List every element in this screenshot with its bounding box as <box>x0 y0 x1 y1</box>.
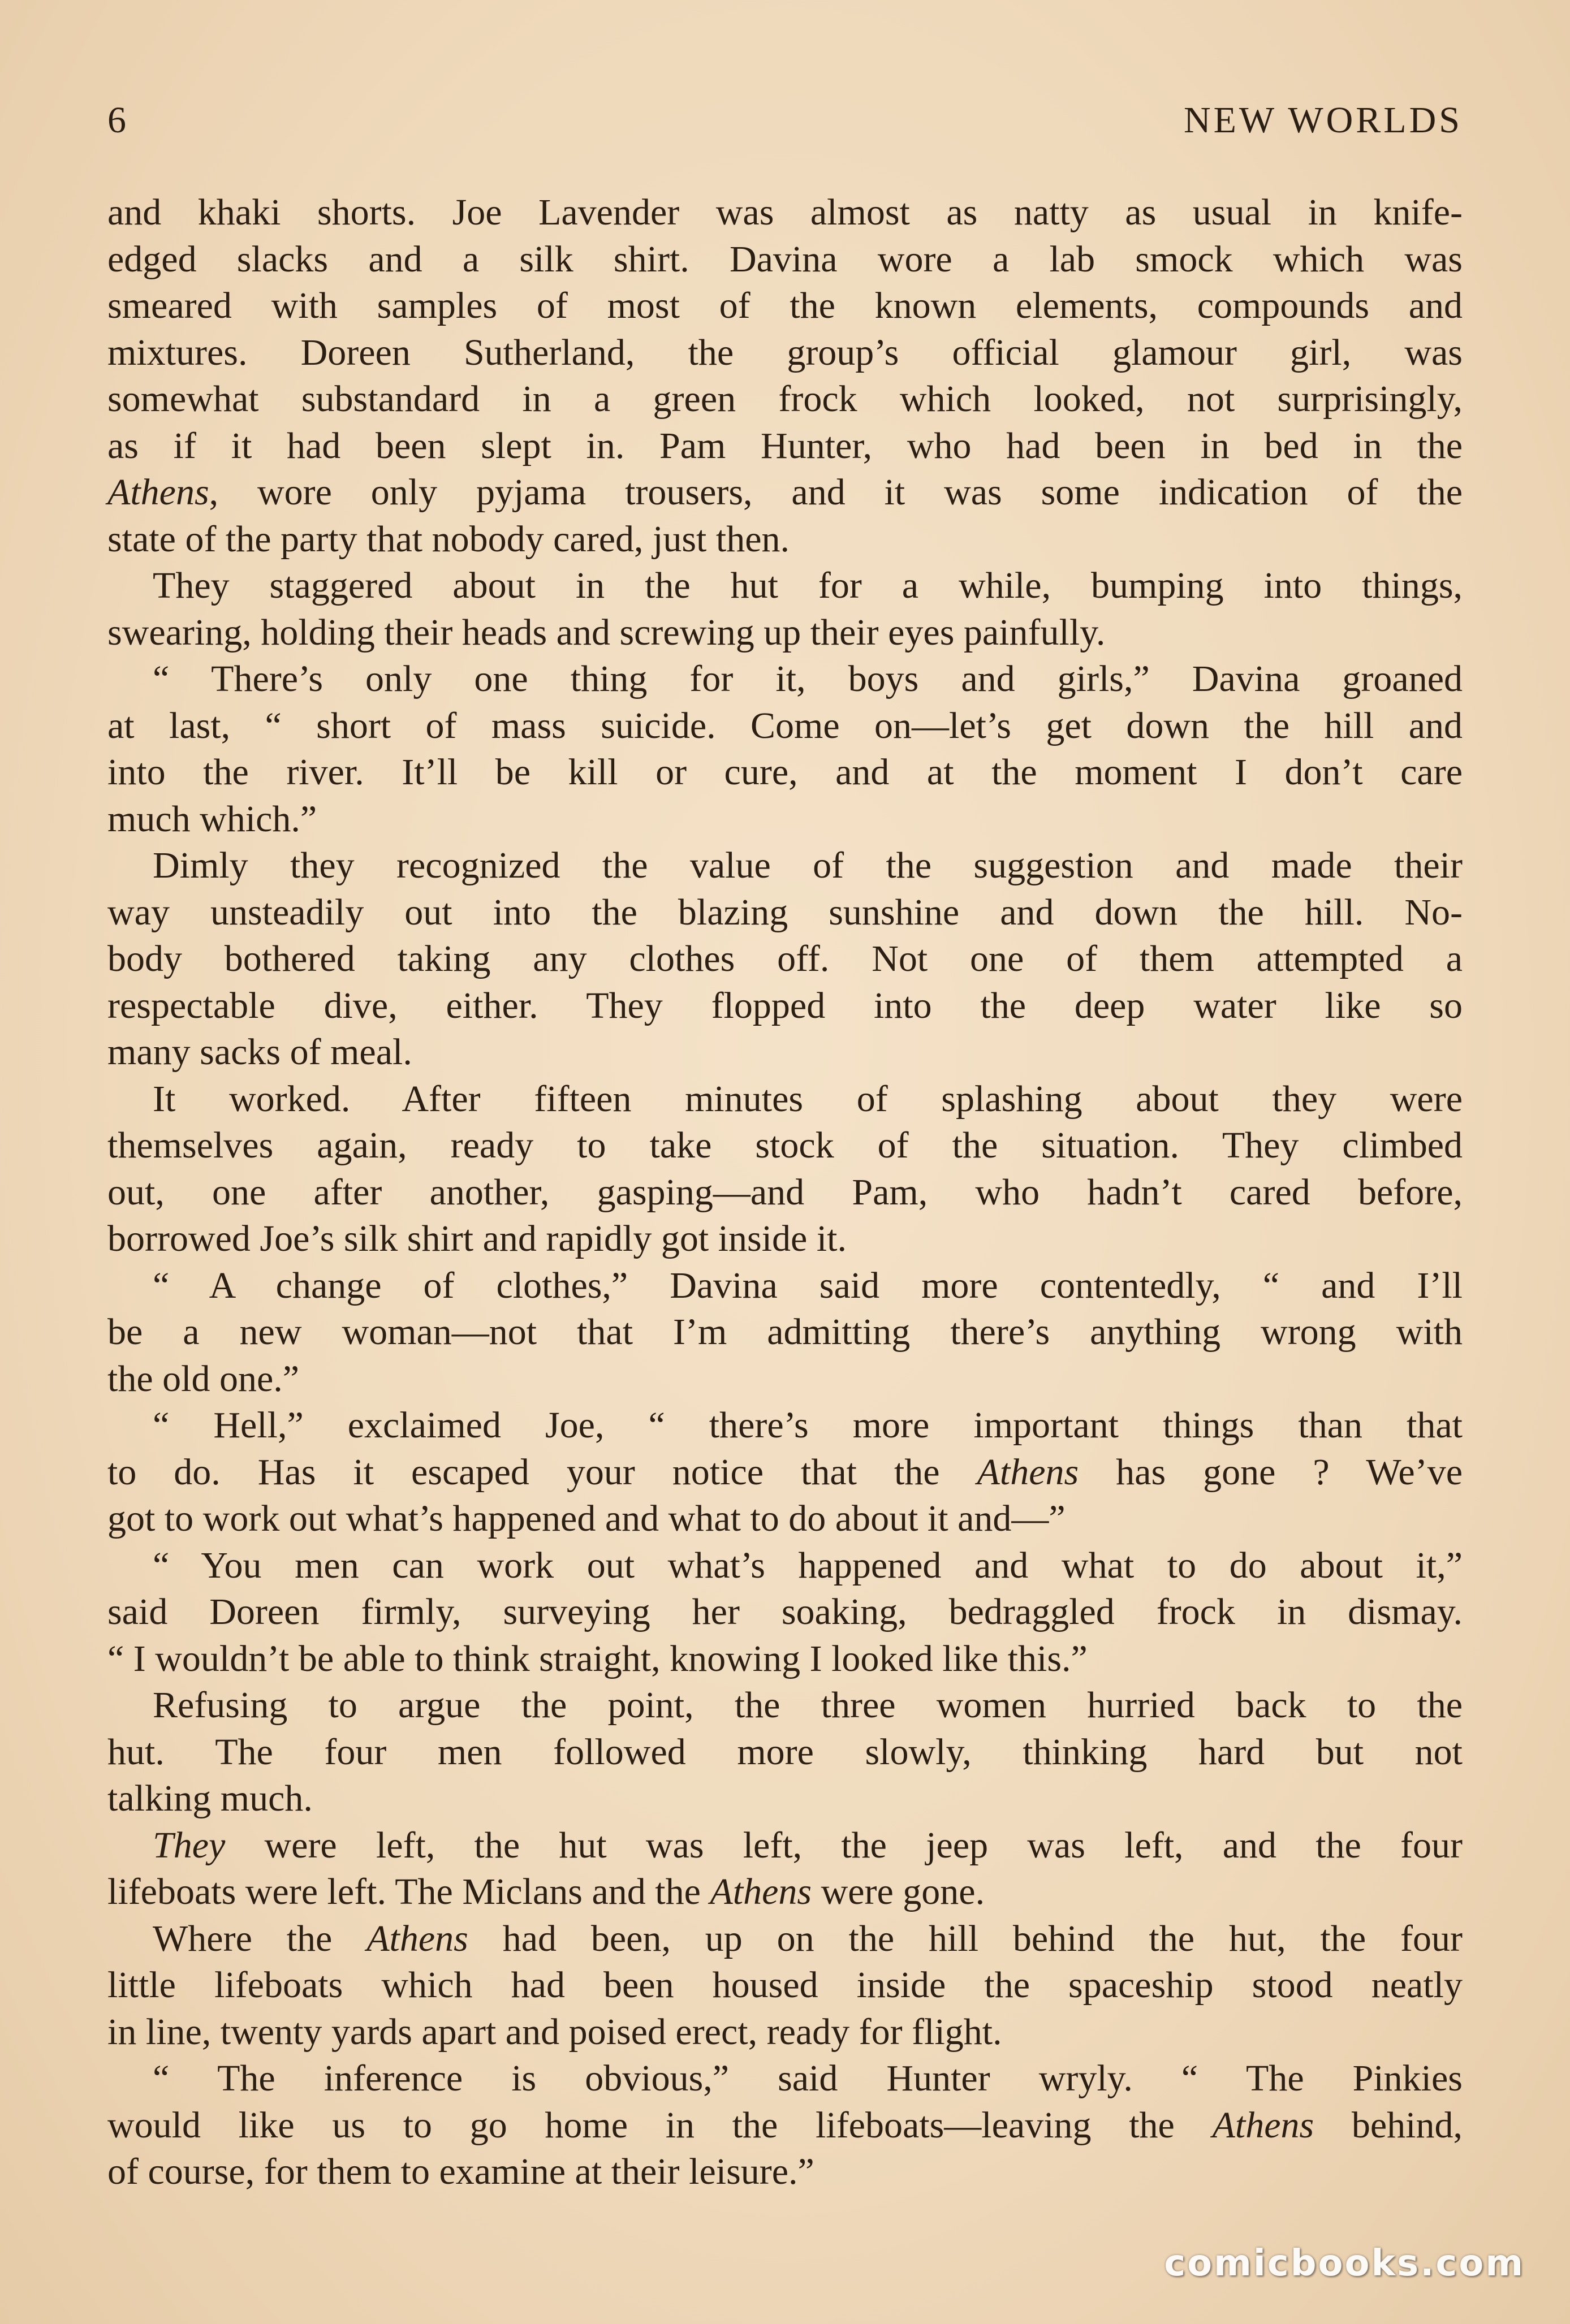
text-line: into the river. It’ll be kill or cure, and at the moment I don’t care <box>107 751 1463 793</box>
text-line: “ The inference is obvious,” said Hunter wryly. “ The Pinkies <box>153 2058 1463 2099</box>
text-line: swearing, holding their heads and screwing up their eyes painfully. <box>107 611 1106 653</box>
text-line: be a new woman—not that I’m admitting there’s anything wrong with <box>107 1311 1463 1353</box>
text-line: They staggered about in the hut for a while, bumping into things, <box>153 565 1463 606</box>
text-line: talking much. <box>107 1778 313 1819</box>
text-line: way unsteadily out into the blazing sunshine and down the hill. No- <box>107 891 1463 933</box>
text-line: smeared with samples of most of the known elements, compounds and <box>107 285 1463 326</box>
paragraph <box>107 1263 1463 1403</box>
text-line: “ I wouldn’t be able to think straight, knowing I looked like this.” <box>107 1638 1088 1679</box>
text-line: said Doreen firmly, surveying her soaking, bedraggled frock in dismay. <box>107 1591 1463 1632</box>
text-line: “ There’s only one thing for it, boys and girls,” Davina groaned <box>153 658 1463 699</box>
text-line: the old one.” <box>107 1358 300 1399</box>
paragraph <box>107 1076 1463 1263</box>
text-line: “ You men can work out what’s happened and what to do about it,” <box>153 1544 1463 1586</box>
text-line: “ Hell,” exclaimed Joe, “ there’s more important things than that <box>153 1405 1463 1446</box>
paragraph <box>107 189 1463 563</box>
paragraph <box>107 1822 1463 1916</box>
text-line: They were left, the hut was left, the jeep was left, and the four <box>153 1824 1463 1866</box>
text-line: in line, twenty yards apart and poised erect, ready for flight. <box>107 2011 1002 2053</box>
text-line: got to work out what’s happened and what to do about it and—” <box>107 1498 1066 1539</box>
text-line: would like us to go home in the lifeboats—leaving the Athens behind, <box>107 2104 1463 2146</box>
body-text <box>107 189 1463 2196</box>
text-line: body bothered taking any clothes off. Not one of them attempted a <box>107 938 1463 979</box>
text-line: many sacks of meal. <box>107 1031 412 1073</box>
paragraph <box>107 1402 1463 1543</box>
text-line: “ A change of clothes,” Davina said more contentedly, “ and I’ll <box>153 1264 1463 1306</box>
text-line: as if it had been slept in. Pam Hunter, who had been in bed in the <box>107 425 1463 466</box>
text-line: Where the Athens had been, up on the hill behind the hut, the four <box>153 1917 1463 1959</box>
text-line: at last, “ short of mass suicide. Come on—let’s get down the hill and <box>107 705 1463 746</box>
text-line: themselves again, ready to take stock of the situation. They climbed <box>107 1125 1463 1166</box>
text-line: Athens, wore only pyjama trousers, and it was some indication of the <box>107 472 1463 513</box>
text-line: somewhat substandard in a green frock which looked, not surprisingly, <box>107 378 1463 420</box>
text-line: lifeboats were left. The Miclans and the Athens were gone. <box>107 1871 985 1912</box>
text-line: out, one after another, gasping—and Pam, who hadn’t cared before, <box>107 1171 1463 1213</box>
text-line: edged slacks and a silk shirt. Davina wore a lab smock which was <box>107 238 1463 280</box>
running-title: NEW WORLDS <box>1183 100 1463 141</box>
text-line: Dimly they recognized the value of the suggestion and made their <box>153 845 1463 886</box>
paragraph <box>107 843 1463 1076</box>
page-header <box>107 99 1463 150</box>
text-line: Refusing to argue the point, the three women hurried back to the <box>153 1684 1463 1726</box>
text-line: mixtures. Doreen Sutherland, the group’s official glamour girl, was <box>107 331 1463 373</box>
text-line: borrowed Joe’s silk shirt and rapidly got inside it. <box>107 1218 847 1259</box>
paragraph <box>107 2055 1463 2196</box>
text-line: to do. Has it escaped your notice that the Athens has gone ? We’ve <box>107 1451 1463 1493</box>
text-line: of course, for them to examine at their leisure.” <box>107 2151 814 2192</box>
text-line: It worked. After fifteen minutes of splashing about they were <box>153 1078 1463 1120</box>
paragraph <box>107 1916 1463 2056</box>
text-line: state of the party that nobody cared, just then. <box>107 518 790 560</box>
text-line: hut. The four men followed more slowly, thinking hard but not <box>107 1731 1463 1773</box>
text-line: respectable dive, either. They flopped into the deep water like so <box>107 984 1463 1026</box>
paragraph <box>107 1682 1463 1822</box>
text-line: and khaki shorts. Joe Lavender was almost as natty as usual in knife- <box>107 192 1463 233</box>
paragraph <box>107 563 1463 656</box>
text-line: much which.” <box>107 798 317 840</box>
text-line: little lifeboats which had been housed inside the spaceship stood neatly <box>107 1964 1463 2006</box>
paragraph <box>107 1543 1463 1683</box>
paragraph <box>107 656 1463 843</box>
watermark: comicbooks.com <box>1164 2243 1525 2284</box>
page-number: 6 <box>107 100 128 141</box>
